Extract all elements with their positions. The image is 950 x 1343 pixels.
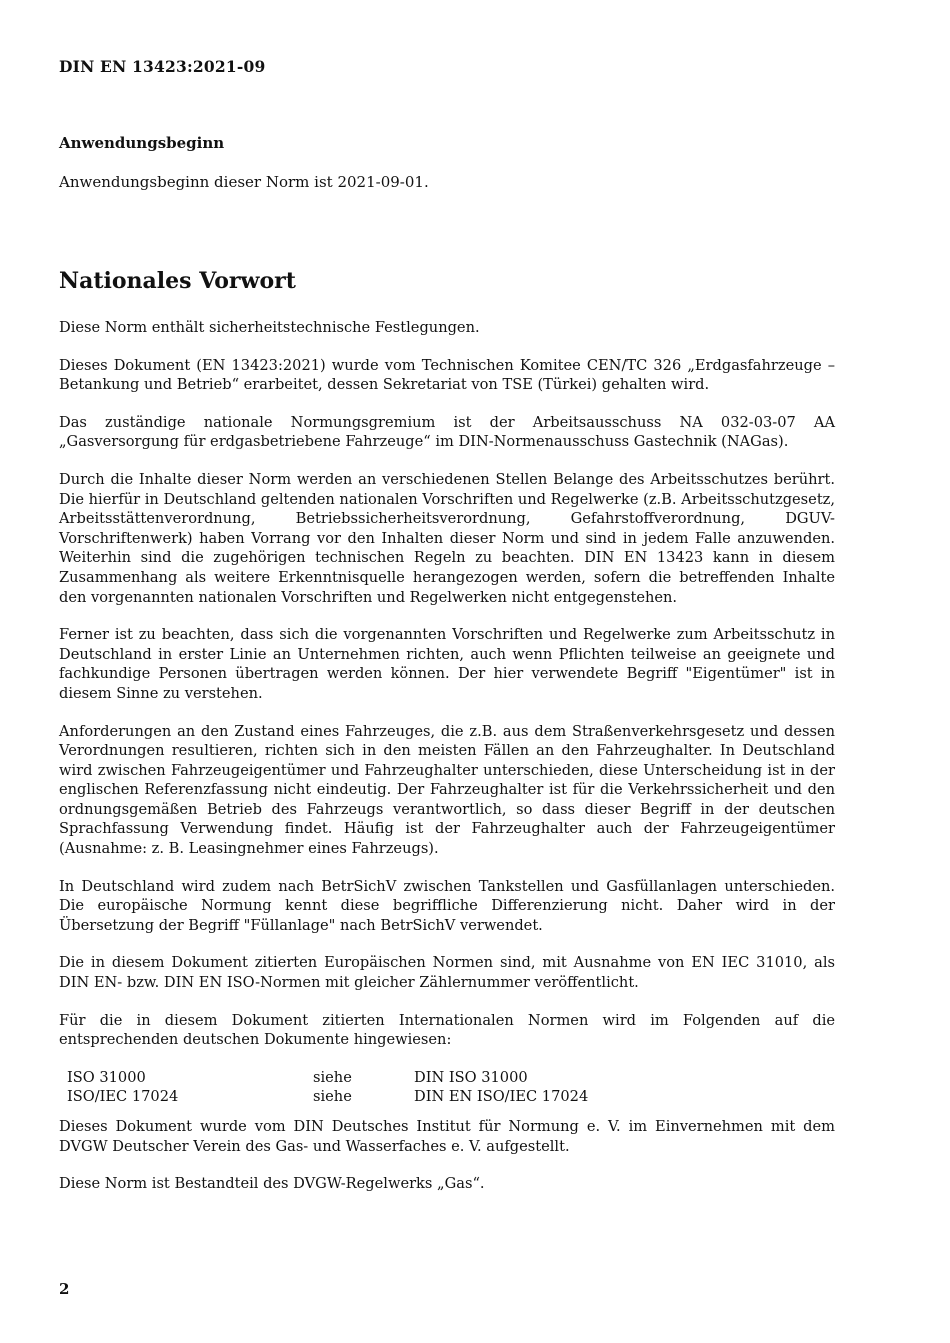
relation: siehe (313, 1068, 352, 1086)
relation: siehe (313, 1088, 352, 1106)
paragraph: In Deutschland wird zudem nach BetrSichV zwischen Tankstellen und Gasfüllanlagen unterschieden. Die europäische Normung kennt diese begriffliche Differenzierung nicht. Daher wird in der Übersetzung der Begriff "Füllanlage" nach BetrSichV verwendet. (59, 877, 835, 934)
page-title: Nationales Vorwort (59, 268, 296, 294)
german-standard: DIN EN ISO/IEC 17024 (414, 1088, 589, 1106)
international-standard: ISO 31000 (67, 1068, 146, 1086)
paragraph: Anforderungen an den Zustand eines Fahrzeuges, die z.B. aus dem Straßenverkehrsgesetz und dessen Verordnungen resultieren, richten sich in den meisten Fällen an den Fahrzeughalter. In Deutschland wird zwischen Fahrzeugeigentümer und Fahrzeughalter unterschieden, diese Unterscheidung ist in der englischen Referenzfassung nicht eindeutig. Der Fahrzeughalter ist für die Verkehrssicherheit und den ordnungsgemäßen Betrieb des Fahrzeugs verantwortlich, so dass dieser Begriff in der deutschen Sprachfassung Verwendung findet. Häufig ist der Fahrzeughalter auch der Fahrzeugeigentümer (Ausnahme: z. B. Leasingnehmer eines Fahrzeugs). (59, 722, 835, 858)
paragraph: Durch die Inhalte dieser Norm werden an verschiedenen Stellen Belange des Arbeitsschutzes berührt. Die hierfür in Deutschland geltenden nationalen Vorschriften und Regelwerke (z.B. Arbeitsschutzgesetz, Arbeitsstättenverordnung, Betriebssicherheitsverordnung, Gefahrstoffverordnung, DGUV-Vorschriftenwerk) haben Vorrang vor den Inhalten dieser Norm und sind in jedem Falle anzuwenden. Weiterhin sind die zugehörigen technischen Regeln zu beachten. DIN EN 13423 kann in diesem Zusammenhang als weitere Erkenntnisquelle herangezogen werden, sofern die betreffenden Inhalte den vorgenannten nationalen Vorschriften und Regelwerken nicht entgegenstehen. (59, 470, 836, 606)
page-number: 2 (59, 1280, 70, 1298)
document-id: DIN EN 13423:2021-09 (59, 57, 266, 76)
paragraph: Dieses Dokument wurde vom DIN Deutsches Institut für Normung e. V. im Einvernehmen mit dem DVGW Deutscher Verein des Gas- und Wasserfaches e. V. aufgestellt. (59, 1118, 835, 1155)
paragraph: Ferner ist zu beachten, dass sich die vorgenannten Vorschriften und Regelwerke zum Arbeitsschutz in Deutschland in erster Linie an Unternehmen richten, auch wenn Pflichten teilweise an geeignete und fachkundige Personen übertragen werden können. Der hier verwendete Begriff "Eigentümer" ist in diesem Sinne zu verstehen. (59, 626, 835, 702)
paragraph: Das zuständige nationale Normungsgremium ist der Arbeitsausschuss NA 032-03-07 AA „Gasversorgung für erdgasbetriebene Fahrzeuge“ im DIN-Normenausschuss Gastechnik (NAGas). (59, 413, 835, 451)
paragraph: Die in diesem Dokument zitierten Europäischen Normen sind, mit Ausnahme von EN IEC 31010, als DIN EN- bzw. DIN EN ISO-Normen mit gleicher Zählernummer veröffentlicht. (59, 954, 835, 992)
reference-table (67, 1068, 588, 1107)
international-standard: ISO/IEC 17024 (67, 1088, 179, 1106)
paragraph: Diese Norm enthält sicherheitstechnische Festlegungen. (59, 319, 480, 336)
anwendungsbeginn-heading: Anwendungsbeginn (59, 134, 225, 152)
paragraph: Diese Norm ist Bestandteil des DVGW-Regelwerks „Gas“. (59, 1175, 485, 1193)
table-row (67, 1068, 588, 1088)
vorwort-body (59, 318, 835, 1212)
paragraph: Dieses Dokument (EN 13423:2021) wurde vom Technischen Komitee CEN/TC 326 „Erdgasfahrzeuge – Betankung und Betrieb“ erarbeitet, dessen Sekretariat von TSE (Türkei) gehalten wird. (59, 356, 835, 394)
german-standard: DIN ISO 31000 (414, 1068, 528, 1086)
table-row (67, 1087, 588, 1107)
anwendungsbeginn-text: Anwendungsbeginn dieser Norm ist 2021-09-01. (59, 173, 429, 191)
paragraph: Für die in diesem Dokument zitierten Internationalen Normen wird im Folgenden auf die entsprechenden deutschen Dokumente hingewiesen: (59, 1011, 835, 1049)
